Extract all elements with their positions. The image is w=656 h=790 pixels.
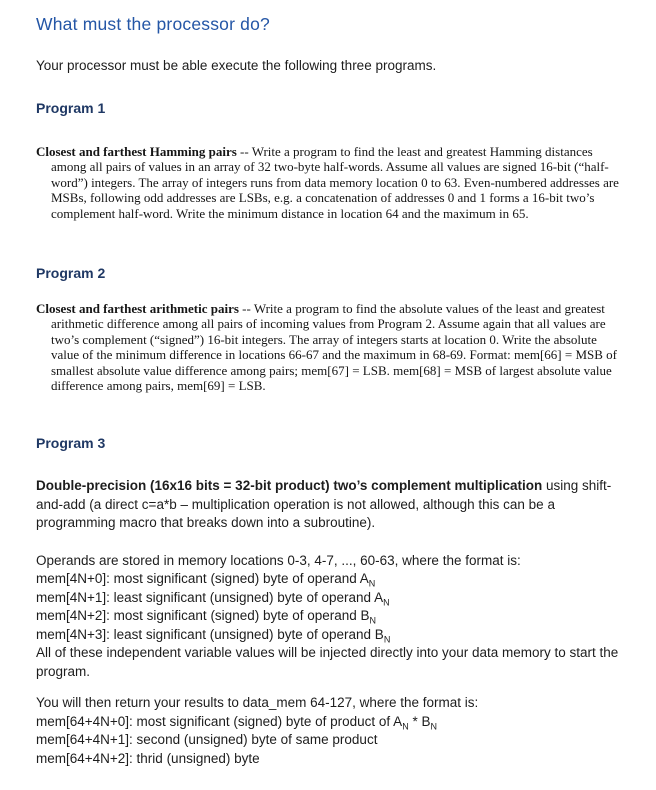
program1-paragraph [36,144,622,221]
result-format-line: mem[64+4N+2]: thrid (unsigned) byte [36,750,260,766]
program2-body: -- Write a program to find the absolute values of the least and greatest arithmetic difference among all pairs of incoming values from Program 2. Assume again that all values are two’s complement (“signed”) 16-bit integers. The array of integers starts at location 0. Write the absolute value of the minimum difference in locations 66-67 and the maximum in 68-69. Format: mem[66] = MSB of smallest absolute value difference among pairs; mem[67] = LSB. mem[68] = MSB of largest absolute value difference among pairs, mem[69] = LSB. [51,301,617,394]
operand-format-line: mem[4N+2]: most significant (signed) byte of operand $B_N$ [36,608,377,627]
result-format-line: mem[64+4N+1]: second (unsigned) byte of same product [36,732,378,748]
results-format-block [36,694,628,768]
operand-format-line: mem[4N+0]: most significant (signed) byte of operand $A_N$ [36,571,376,590]
results-intro: You will then return your results to data_mem 64-127, where the format is: [36,695,479,711]
program2-section [36,265,630,393]
program3-body: using shift-and-add (a direct c=a*b – multiplication operation is not allowed, although this can be a programming macro that breaks down into a subroutine). [36,478,612,531]
program3-lead: Double-precision (16x16 bits = 32-bit product) two’s complement multiplication [36,478,543,494]
operands-intro: Operands are stored in memory locations 0-3, 4-7, ..., 60-63, where the format is: [36,552,521,568]
operands-format-block [36,552,628,682]
operands-note: All of these independent variable values will be injected directly into your data memory to start the program. [36,645,619,679]
operand-format-line: mem[4N+1]: least significant (unsigned) byte of operand $A_N$ [36,589,390,608]
program2-lead: Closest and farthest arithmetic pairs [36,301,239,317]
program2-heading: Program 2 [36,265,106,282]
program3-section [36,435,630,768]
program1-section [36,100,630,221]
program2-paragraph [36,301,622,393]
program1-body: -- Write a program to find the least and greatest Hamming distances among all pairs of values in an array of 32 two-byte half-words. Assume all values are signed 16-bit (“half-word”) integers. The array of integers runs from data memory location 0 to 63. Even-numbered addresses are MSBs, following odd addresses are LSBs, e.g. a concatenation of addresses 0 and 1 forms a 16-bit two’s complement half-word. Write the minimum distance in location 64 and the maximum in 65. [51,144,619,221]
result-format-line: mem[64+4N+0]: most significant (signed) byte of product of $A_N * B_N$ [36,713,437,732]
page-title: What must the processor do? [36,14,270,34]
program3-paragraph [36,477,626,533]
program1-lead: Closest and farthest Hamming pairs [36,144,237,159]
program3-heading: Program 3 [36,435,106,452]
operand-format-line: mem[4N+3]: least significant (unsigned) byte of operand $B_N$ [36,626,391,645]
program1-heading: Program 1 [36,100,106,116]
intro-text: Your processor must be able execute the following three programs. [36,58,437,73]
